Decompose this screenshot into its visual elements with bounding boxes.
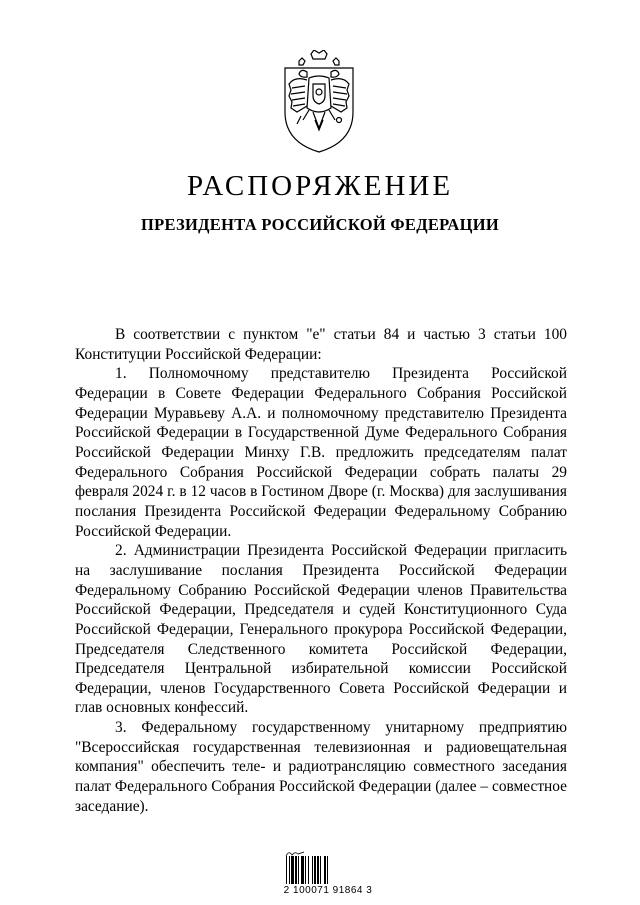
barcode-bar (295, 856, 297, 884)
document-body (75, 325, 567, 816)
barcode-number: 2 100071 91864 3 (283, 885, 373, 896)
barcode-bar (317, 856, 319, 884)
intro-paragraph: В соответствии с пунктом "е" статьи 84 и частью 3 статьи 100 Конституции Российской Федерации: (75, 326, 567, 363)
barcode-bar (314, 856, 316, 884)
barcode-bar (308, 856, 309, 884)
coat-of-arms-emblem (277, 50, 361, 154)
barcode-icon (285, 856, 365, 884)
barcode-bar (289, 856, 290, 884)
barcode-bar (320, 856, 321, 884)
barcode-bar (291, 856, 294, 884)
barcode-bar (301, 856, 304, 884)
barcode-bar (286, 856, 287, 884)
item-paragraph-1: 1. Полномочному представителю Президента Российской Федерации в Совете Федерации Федерального Собрания Российской Федерации Муравьеву А.А. и полномочному представителю Президента Российской Федерации в Государственной Думе Федерального Собрания Российской Федерации Минху Г.В. предложить председателям палат Федерального Собрания Российской Федерации собрать палаты 29 февраля 2024 г. в 12 часов в Гостином Дворе (г. Москва) для заслушивания послания Президента Российской Федерации Федеральному Собранию Российской Федерации. (75, 365, 567, 540)
barcode-bar (305, 856, 306, 884)
document-title: РАСПОРЯЖЕНИЕ (186, 170, 454, 202)
document-subtitle: ПРЕЗИДЕНТА РОССИЙСКОЙ ФЕДЕРАЦИИ (140, 215, 500, 234)
barcode-bar (312, 856, 313, 884)
item-paragraph-2: 2. Администрации Президента Российской Федерации пригласить на заслушивание послания Президента Российской Федерации Федеральному Собранию Российской Федерации членов Правительства Российской Федерации, Председателя и судей Конституционного Суда Российской Федерации, Генерального прокурора Российской Федерации, Председателя Следственного комитета Российской Федерации, Председателя Центральной избирательной комиссии Российской Федерации, членов Государственного Совета Российской Федерации и глав основных конфессий. (75, 542, 567, 717)
barcode-bar (298, 856, 299, 884)
barcode-bar (324, 856, 326, 884)
barcode-bar (327, 856, 328, 884)
item-paragraph-3: 3. Федеральному государственному унитарному предприятию "Всероссийская государственная телевизионная и радиовещательная компания" обеспечить теле- и радиотрансляцию совместного заседания палат Федерального Собрания Российской Федерации (далее – совместное заседание). (75, 719, 567, 815)
